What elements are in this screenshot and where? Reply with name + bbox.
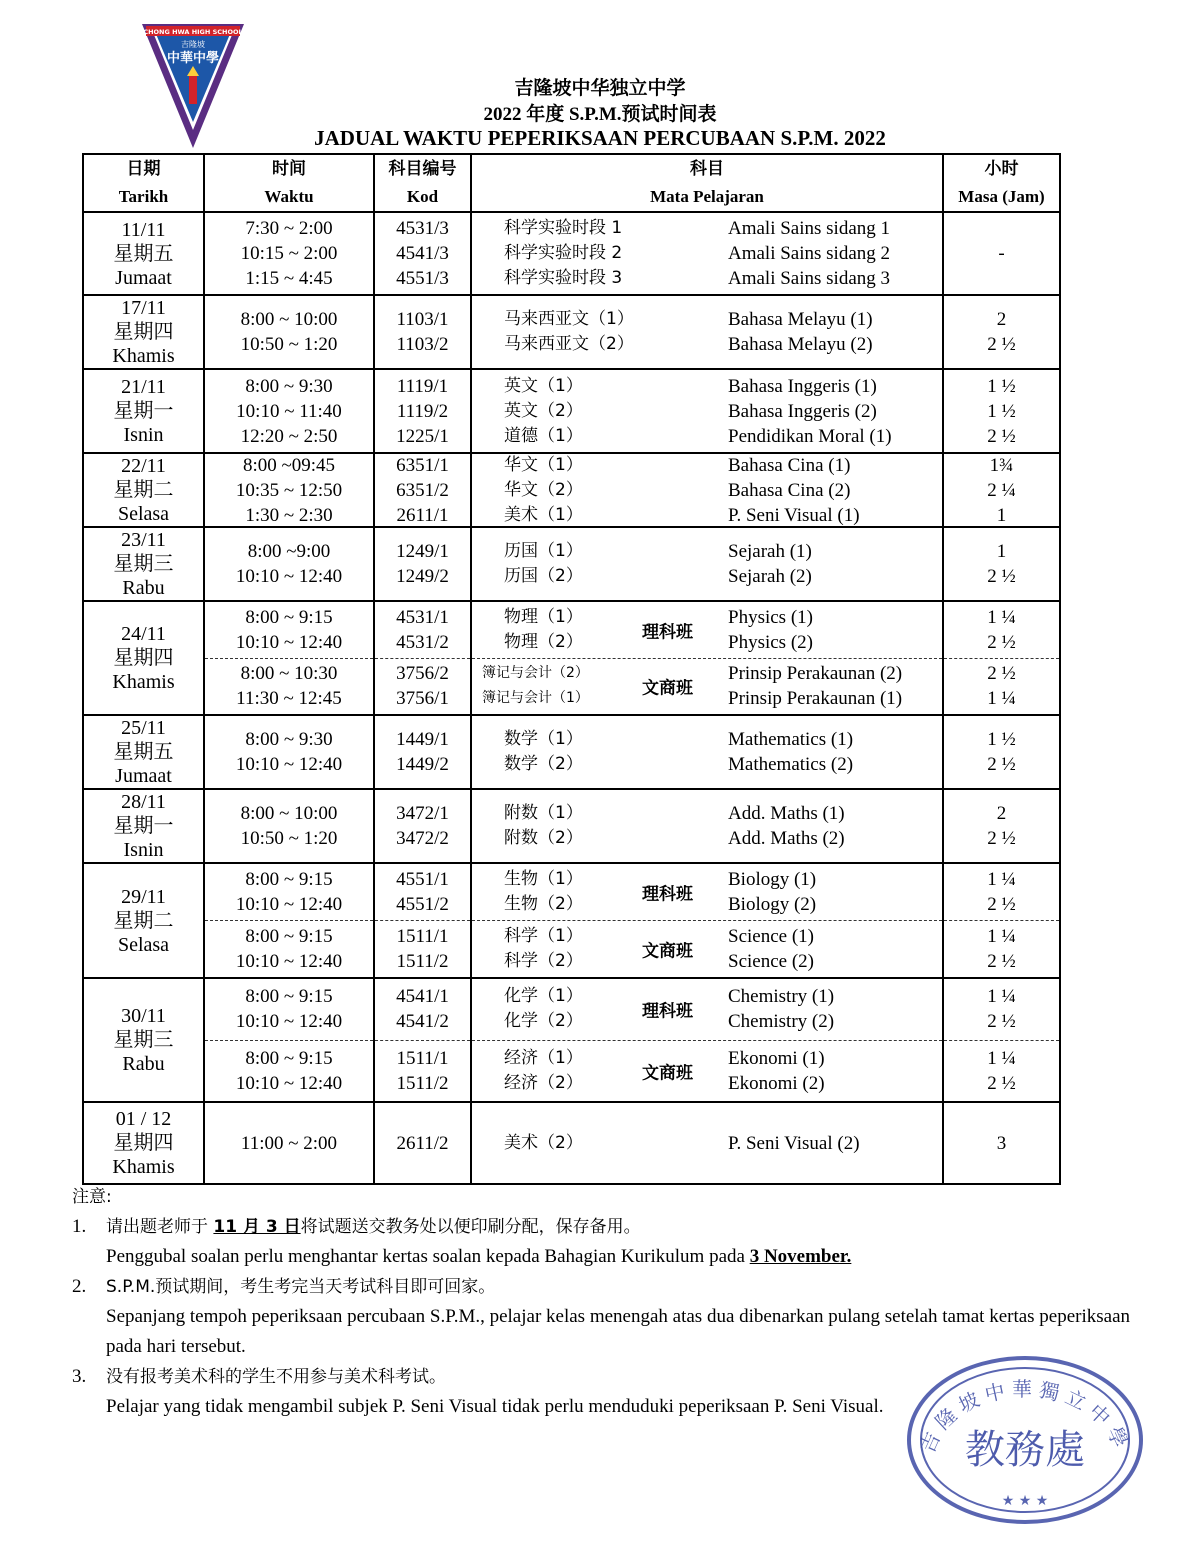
hours-value: 2 ½ bbox=[987, 894, 1016, 915]
schedule-day-row bbox=[83, 1102, 1060, 1184]
time-value: 10:50 ~ 1:20 bbox=[240, 334, 338, 355]
schedule-day-row bbox=[83, 789, 1060, 863]
subject-name-ms: Chemistry (1) bbox=[728, 986, 835, 1008]
time-value: 10:50 ~ 1:20 bbox=[240, 828, 338, 849]
code-cell bbox=[374, 295, 471, 369]
hours-value: 2 ½ bbox=[987, 334, 1016, 355]
time-value: 10:10 ~ 12:40 bbox=[235, 754, 343, 775]
subject-line bbox=[472, 801, 942, 826]
subject-name-zh: 数学（2） bbox=[504, 754, 583, 774]
subject-line bbox=[472, 332, 942, 357]
time-value: 8:00 ~9:00 bbox=[247, 541, 331, 562]
header-code: 科目编号 Kod bbox=[374, 154, 471, 212]
subject-name-ms: Bahasa Melayu (2) bbox=[728, 334, 873, 355]
code-cell bbox=[374, 212, 471, 295]
hours-value: 1 ½ bbox=[987, 375, 1016, 397]
time-value: 10:15 ~ 2:00 bbox=[240, 243, 338, 264]
time-value: 8:00 ~ 10:00 bbox=[240, 803, 338, 824]
subject-name-ms: Add. Maths (1) bbox=[728, 803, 845, 824]
code-value: 1249/2 bbox=[396, 566, 449, 587]
date-cell: 28/11 星期一 Isnin bbox=[83, 789, 204, 863]
table-header-row bbox=[83, 154, 1060, 212]
subject-name-zh: 附数（2） bbox=[504, 828, 583, 848]
document-subtitle: 2022 年度 S.P.M.预试时间表 bbox=[483, 104, 717, 125]
subject-name-ms: Science (2) bbox=[728, 951, 814, 972]
time-value: 1:15 ~ 4:45 bbox=[245, 268, 333, 289]
subject-name-ms: Bahasa Melayu (1) bbox=[728, 309, 873, 330]
subject-line bbox=[472, 266, 942, 291]
time-cell bbox=[204, 212, 374, 295]
hours-value: 2 ½ bbox=[987, 663, 1016, 685]
subject-line bbox=[472, 752, 942, 777]
code-value: 4541/1 bbox=[396, 986, 449, 1008]
code-value: 2611/1 bbox=[396, 504, 449, 526]
code-cell bbox=[374, 601, 471, 715]
class-stream-tag: 文商班 bbox=[642, 941, 693, 962]
date-cell: 22/11 星期二 Selasa bbox=[83, 453, 204, 527]
schedule-day-row bbox=[83, 715, 1060, 789]
hours-value: 2 ¼ bbox=[987, 479, 1016, 501]
note-item: 1. 请出题老师于 11 月 3 日将试题送交教务处以便印刷分配，保存备用。 Penggubal soalan perlu menghantar kertas soalan kepada Bahagian Kurikulum pada 3 November. bbox=[72, 1216, 852, 1267]
logo-text-top: CHONG HWA HIGH SCHOOL bbox=[143, 28, 243, 36]
subject-cell bbox=[471, 453, 943, 527]
date-cell: 24/11 星期四 Khamis bbox=[83, 601, 204, 715]
subject-name-zh: 簿记与会计（1） bbox=[482, 690, 589, 707]
subject-line bbox=[472, 539, 942, 564]
time-cell bbox=[204, 1102, 374, 1184]
code-value: 1511/1 bbox=[396, 1047, 449, 1069]
time-value: 11:30 ~ 12:45 bbox=[236, 688, 342, 710]
subject-line bbox=[472, 686, 942, 711]
code-value: 4551/3 bbox=[396, 268, 449, 289]
code-value: 4541/2 bbox=[396, 1011, 449, 1033]
subject-name-ms: Prinsip Perakaunan (2) bbox=[728, 663, 903, 685]
time-value: 8:00 ~ 9:15 bbox=[245, 986, 333, 1008]
subject-line bbox=[472, 630, 942, 655]
code-value: 4531/2 bbox=[396, 631, 449, 653]
time-cell bbox=[204, 527, 374, 601]
time-value: 10:10 ~ 12:40 bbox=[235, 566, 343, 587]
code-value: 4541/3 bbox=[396, 243, 449, 264]
subject-line bbox=[472, 1009, 942, 1034]
code-value: 1511/2 bbox=[396, 1072, 449, 1094]
hours-value bbox=[944, 266, 1059, 291]
hours-value: 2 ½ bbox=[987, 631, 1016, 653]
subject-line bbox=[472, 867, 942, 892]
notes-heading: 注意: bbox=[72, 1187, 112, 1207]
date-cell: 23/11 星期三 Rabu bbox=[83, 527, 204, 601]
subject-cell bbox=[471, 863, 943, 978]
subject-name-zh: 数学（1） bbox=[504, 729, 583, 749]
subject-cell bbox=[471, 295, 943, 369]
hours-value: 1 ¼ bbox=[987, 1047, 1016, 1069]
date-cell: 11/11 星期五 Jumaat bbox=[83, 212, 204, 295]
subject-line bbox=[472, 1131, 942, 1156]
subject-name-ms: Prinsip Perakaunan (1) bbox=[728, 688, 903, 710]
subject-name-ms: Biology (1) bbox=[728, 869, 817, 890]
code-value: 1449/1 bbox=[396, 729, 449, 750]
code-cell bbox=[374, 863, 471, 978]
hours-value: 1 bbox=[996, 504, 1007, 526]
subject-name-ms: Bahasa Cina (2) bbox=[728, 479, 851, 501]
date-cell: 17/11 星期四 Khamis bbox=[83, 295, 204, 369]
subject-name-zh: 马来西亚文（1） bbox=[504, 309, 634, 329]
subject-name-ms: Amali Sains sidang 2 bbox=[728, 243, 891, 264]
code-cell bbox=[374, 789, 471, 863]
subject-cell bbox=[471, 527, 943, 601]
time-value: 10:10 ~ 12:40 bbox=[235, 1011, 343, 1033]
subject-name-zh: 历国（1） bbox=[504, 541, 583, 561]
hours-value bbox=[944, 216, 1059, 241]
subject-name-ms: Pendidikan Moral (1) bbox=[728, 425, 892, 447]
time-value: 8:00 ~ 9:30 bbox=[245, 729, 333, 750]
schedule-day-row bbox=[83, 978, 1060, 1102]
time-value: 10:10 ~ 11:40 bbox=[236, 400, 342, 422]
class-stream-tag: 文商班 bbox=[642, 678, 693, 699]
time-value: 8:00 ~09:45 bbox=[242, 454, 336, 476]
subject-line bbox=[472, 727, 942, 752]
subject-name-ms: Sejarah (1) bbox=[728, 541, 812, 562]
code-value: 3756/2 bbox=[396, 663, 449, 685]
subject-name-ms: Amali Sains sidang 1 bbox=[728, 218, 891, 239]
subject-line bbox=[472, 478, 942, 503]
subject-name-zh: 生物（2） bbox=[504, 894, 583, 914]
subject-name-zh: 物理（1） bbox=[504, 606, 583, 627]
subject-name-zh: 化学（2） bbox=[504, 1011, 583, 1032]
stamp-center-text: 教務處 bbox=[965, 1427, 1085, 1473]
header-subject: 科目 Mata Pelajaran bbox=[471, 154, 943, 212]
schedule-day-row bbox=[83, 212, 1060, 295]
class-stream-tag: 理科班 bbox=[642, 884, 693, 905]
subject-line bbox=[472, 241, 942, 266]
subject-name-zh: 经济（2） bbox=[504, 1072, 583, 1093]
code-value: 1103/1 bbox=[396, 309, 449, 330]
time-value: 8:00 ~ 9:15 bbox=[245, 869, 333, 890]
time-cell bbox=[204, 295, 374, 369]
subject-name-zh: 经济（1） bbox=[504, 1047, 583, 1068]
subject-name-ms: P. Seni Visual (2) bbox=[728, 1132, 860, 1154]
hours-value: 1 bbox=[996, 541, 1007, 562]
hours-value: 2 bbox=[996, 803, 1007, 824]
subject-name-zh: 英文（2） bbox=[504, 400, 583, 421]
office-stamp bbox=[905, 1355, 1145, 1525]
subject-line bbox=[472, 949, 942, 974]
hours-value: 2 bbox=[996, 309, 1007, 330]
subject-line bbox=[472, 924, 942, 949]
code-cell bbox=[374, 453, 471, 527]
header-hours: 小时 Masa (Jam) bbox=[943, 154, 1060, 212]
subject-line bbox=[472, 216, 942, 241]
subject-line bbox=[472, 503, 942, 528]
deadline-date-zh: 11 月 3 日 bbox=[213, 1217, 301, 1237]
subject-name-ms: Physics (2) bbox=[728, 631, 813, 653]
date-cell: 01 / 12 星期四 Khamis bbox=[83, 1102, 204, 1184]
time-cell bbox=[204, 453, 374, 527]
subject-name-ms: Mathematics (1) bbox=[728, 729, 854, 750]
subject-name-ms: Biology (2) bbox=[728, 894, 817, 915]
subject-line bbox=[472, 605, 942, 630]
code-value: 6351/1 bbox=[396, 454, 449, 476]
code-value: 4551/2 bbox=[396, 894, 449, 915]
subject-name-zh: 美术（2） bbox=[504, 1132, 583, 1153]
hours-value: 1¾ bbox=[989, 454, 1014, 476]
code-value: 6351/2 bbox=[396, 479, 449, 501]
hours-value: 2 ½ bbox=[987, 1072, 1016, 1094]
subject-name-ms: Amali Sains sidang 3 bbox=[728, 268, 891, 289]
schedule-day-row bbox=[83, 527, 1060, 601]
time-cell bbox=[204, 369, 374, 453]
code-cell bbox=[374, 527, 471, 601]
subject-name-ms: Bahasa Cina (1) bbox=[728, 454, 851, 476]
note-item: 2. S.P.M.预试期间，考生考完当天考试科目即可回家。 Sepanjang tempoh peperiksaan percubaan S.P.M., pelajar kelas menengah atas dua dibenarkan pulang setelah tamat kertas peperiksaan pada hari tersebut. bbox=[72, 1276, 1131, 1357]
time-cell bbox=[204, 978, 374, 1102]
time-value: 8:00 ~ 10:30 bbox=[240, 663, 338, 685]
subject-line bbox=[472, 892, 942, 917]
time-value: 11:00 ~ 2:00 bbox=[240, 1132, 338, 1154]
hours-cell bbox=[943, 527, 1060, 601]
code-value: 1119/1 bbox=[396, 375, 449, 397]
subject-name-zh: 科学（2） bbox=[504, 951, 583, 971]
class-stream-tag: 理科班 bbox=[642, 1001, 693, 1022]
code-value: 1511/2 bbox=[396, 951, 449, 972]
code-value: 4531/1 bbox=[396, 606, 449, 628]
subject-line bbox=[472, 424, 942, 449]
logo-text-main: 中華中學 bbox=[166, 51, 220, 66]
hours-value: 1 ¼ bbox=[987, 926, 1016, 947]
subject-name-zh: 附数（1） bbox=[504, 803, 583, 823]
subject-name-zh: 化学（1） bbox=[504, 986, 583, 1007]
subject-name-ms: Chemistry (2) bbox=[728, 1011, 835, 1033]
time-value: 8:00 ~ 10:00 bbox=[240, 309, 338, 330]
time-value: 1:30 ~ 2:30 bbox=[245, 504, 333, 526]
time-value: 10:35 ~ 12:50 bbox=[235, 479, 343, 501]
subject-line bbox=[472, 307, 942, 332]
hours-value: 2 ½ bbox=[987, 828, 1016, 849]
hours-value: 2 ½ bbox=[987, 425, 1016, 447]
time-value: 8:00 ~ 9:15 bbox=[245, 606, 333, 628]
subject-name-zh: 马来西亚文（2） bbox=[504, 334, 634, 354]
subject-line bbox=[472, 826, 942, 851]
exam-schedule-table bbox=[82, 153, 1061, 1185]
hours-value: 2 ½ bbox=[987, 566, 1016, 587]
class-stream-tag: 文商班 bbox=[642, 1063, 693, 1084]
hours-cell bbox=[943, 295, 1060, 369]
time-value: 10:10 ~ 12:40 bbox=[235, 951, 343, 972]
schedule-day-row bbox=[83, 601, 1060, 715]
time-value: 8:00 ~ 9:15 bbox=[245, 926, 333, 947]
subject-cell bbox=[471, 978, 943, 1102]
subject-cell bbox=[471, 715, 943, 789]
subject-name-ms: Sejarah (2) bbox=[728, 566, 812, 587]
hours-value: 2 ½ bbox=[987, 951, 1016, 972]
subject-name-ms: Ekonomi (1) bbox=[728, 1047, 825, 1069]
subject-name-ms: Add. Maths (2) bbox=[728, 828, 845, 849]
code-value: 1511/1 bbox=[396, 926, 449, 947]
subject-name-ms: Mathematics (2) bbox=[728, 754, 854, 775]
hours-cell bbox=[943, 863, 1060, 978]
subject-cell bbox=[471, 369, 943, 453]
subject-name-zh: 历国（2） bbox=[504, 566, 583, 586]
code-cell bbox=[374, 369, 471, 453]
code-value: 1103/2 bbox=[396, 334, 449, 355]
subject-cell bbox=[471, 1102, 943, 1184]
time-value: 8:00 ~ 9:30 bbox=[245, 375, 333, 397]
date-cell: 29/11 星期二 Selasa bbox=[83, 863, 204, 978]
schedule-day-row bbox=[83, 295, 1060, 369]
subject-name-ms: Ekonomi (2) bbox=[728, 1072, 825, 1094]
school-name: 吉隆坡中华独立中学 bbox=[514, 78, 686, 99]
hours-cell bbox=[943, 212, 1060, 295]
subject-line bbox=[472, 661, 942, 686]
code-value: 4551/1 bbox=[396, 869, 449, 890]
subject-name-zh: 道德（1） bbox=[504, 425, 583, 446]
subject-line bbox=[472, 564, 942, 589]
hours-value: 1 ½ bbox=[987, 729, 1016, 750]
time-cell bbox=[204, 715, 374, 789]
subject-name-zh: 美术（1） bbox=[504, 504, 583, 525]
code-value: 3472/1 bbox=[396, 803, 449, 824]
time-value: 10:10 ~ 12:40 bbox=[235, 631, 343, 653]
time-cell bbox=[204, 789, 374, 863]
time-value: 7:30 ~ 2:00 bbox=[245, 218, 333, 239]
code-cell bbox=[374, 715, 471, 789]
subject-line bbox=[472, 1071, 942, 1096]
subject-name-zh: 科学实验时段 1 bbox=[504, 218, 623, 238]
subject-name-zh: 科学（1） bbox=[504, 926, 583, 946]
hours-cell bbox=[943, 789, 1060, 863]
stamp-ring-text: 吉隆坡中華獨立中學 bbox=[915, 1377, 1135, 1457]
hours-value: 3 bbox=[996, 1132, 1007, 1154]
time-value: 10:10 ~ 12:40 bbox=[235, 1072, 343, 1094]
subject-cell bbox=[471, 601, 943, 715]
subject-name-ms: P. Seni Visual (1) bbox=[728, 504, 860, 526]
header-date: 日期 Tarikh bbox=[83, 154, 204, 212]
schedule-day-row bbox=[83, 369, 1060, 453]
code-value: 2611/2 bbox=[396, 1132, 449, 1154]
time-cell bbox=[204, 601, 374, 715]
hours-value: 2 ½ bbox=[987, 754, 1016, 775]
subject-name-zh: 华文（2） bbox=[504, 479, 583, 500]
subject-name-ms: Bahasa Inggeris (2) bbox=[728, 400, 877, 422]
note-item: 3. 没有报考美术科的学生不用参与美术科考试。 Pelajar yang tidak mengambil subjek P. Seni Visual tidak perlu menduduki peperiksaan P. Seni Visual. bbox=[72, 1366, 884, 1417]
hours-cell bbox=[943, 601, 1060, 715]
logo-text-mid: 吉隆坡 bbox=[181, 40, 205, 49]
subject-line bbox=[472, 374, 942, 399]
hours-value: 1 ¼ bbox=[987, 869, 1016, 890]
time-value: 12:20 ~ 2:50 bbox=[240, 425, 338, 447]
class-stream-tag: 理科班 bbox=[642, 622, 693, 643]
subject-name-zh: 科学实验时段 2 bbox=[504, 243, 623, 263]
hours-value: - bbox=[998, 243, 1005, 264]
subject-name-zh: 华文（1） bbox=[504, 454, 583, 475]
subject-line bbox=[472, 453, 942, 478]
hours-value: 1 ¼ bbox=[987, 606, 1016, 628]
code-value: 1249/1 bbox=[396, 541, 449, 562]
subject-name-zh: 生物（1） bbox=[504, 869, 583, 889]
hours-value: 2 ½ bbox=[987, 1011, 1016, 1033]
deadline-date-ms: 3 November. bbox=[749, 1246, 852, 1267]
code-value: 1225/1 bbox=[396, 425, 449, 447]
svg-text:★ ★ ★: ★ ★ ★ bbox=[1001, 1493, 1049, 1509]
code-value: 1449/2 bbox=[396, 754, 449, 775]
code-value: 3472/2 bbox=[396, 828, 449, 849]
subject-name-zh: 簿记与会计（2） bbox=[482, 665, 589, 682]
subject-name-zh: 英文（1） bbox=[504, 375, 583, 396]
time-cell bbox=[204, 863, 374, 978]
schedule-day-row bbox=[83, 863, 1060, 978]
hours-cell bbox=[943, 978, 1060, 1102]
subject-name-ms: Physics (1) bbox=[728, 606, 813, 628]
date-cell: 30/11 星期三 Rabu bbox=[83, 978, 204, 1102]
hours-cell bbox=[943, 369, 1060, 453]
code-value: 3756/1 bbox=[396, 688, 449, 710]
date-cell: 25/11 星期五 Jumaat bbox=[83, 715, 204, 789]
subject-name-ms: Science (1) bbox=[728, 926, 814, 947]
subject-cell bbox=[471, 789, 943, 863]
code-cell bbox=[374, 1102, 471, 1184]
subject-cell bbox=[471, 212, 943, 295]
code-cell bbox=[374, 978, 471, 1102]
hours-value: 1 ¼ bbox=[987, 688, 1016, 710]
subject-name-zh: 科学实验时段 3 bbox=[504, 268, 623, 288]
document-title: JADUAL WAKTU PEPERIKSAAN PERCUBAAN S.P.M. 2022 bbox=[314, 126, 886, 150]
hours-value: 1 ½ bbox=[987, 400, 1016, 422]
date-cell: 21/11 星期一 Isnin bbox=[83, 369, 204, 453]
code-value: 4531/3 bbox=[396, 218, 449, 239]
subject-name-zh: 物理（2） bbox=[504, 631, 583, 652]
hours-cell bbox=[943, 1102, 1060, 1184]
time-value: 8:00 ~ 9:15 bbox=[245, 1047, 333, 1069]
header-time: 时间 Waktu bbox=[204, 154, 374, 212]
code-value: 1119/2 bbox=[396, 400, 449, 422]
subject-line bbox=[472, 984, 942, 1009]
subject-line bbox=[472, 1046, 942, 1071]
time-value: 10:10 ~ 12:40 bbox=[235, 894, 343, 915]
hours-cell bbox=[943, 715, 1060, 789]
subject-line bbox=[472, 399, 942, 424]
hours-cell bbox=[943, 453, 1060, 527]
hours-value: 1 ¼ bbox=[987, 986, 1016, 1008]
subject-name-ms: Bahasa Inggeris (1) bbox=[728, 375, 877, 397]
schedule-day-row bbox=[83, 453, 1060, 527]
